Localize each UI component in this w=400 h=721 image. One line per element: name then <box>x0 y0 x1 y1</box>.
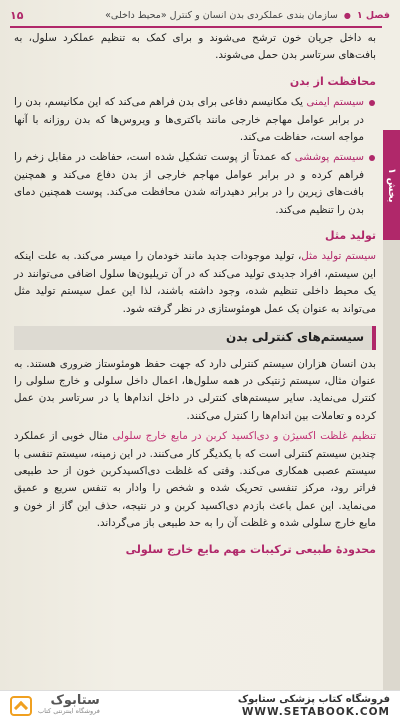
skin-bullet: سیستم پوششی که عمدتاً از پوست تشکیل شده است، حفاظت در مقابل زخم را فراهم کرده و در برابر عوامل مهاجم خارجی از بدن دفاع می‌کند و همچنین بافت‌های زیرین را در برابر دهیدراته شدن محافظت می‌کند. پوست همچنین دمای بدن را تنظیم می‌کند. <box>14 149 376 219</box>
book-logo-icon <box>10 696 32 716</box>
skin-term: سیستم پوششی <box>294 151 364 164</box>
bullet-icon: ● <box>343 10 351 20</box>
store-website-link[interactable]: WWW.SETABOOK.COM <box>241 706 390 718</box>
immune-term: سیستم ایمنی <box>306 96 364 109</box>
gas-paragraph: تنظیم غلظت اکسیژن و دی‌اکسید کربن در مایع خارج سلولی مثال خوبی از عملکرد چندین سیستم کنترلی است که با یکدیگر کار می‌کنند. در این زمینه، سیستم تنفسی با سیستم عصبی همکاری می‌کند. وقتی که غلظت دی‌اکسیدکربن خون از حد طبیعی فراتر رود، مرکز تنفسی تحریک شده و شخص را وادار به تنفس سریع و عمیق می‌نماید. این عمل باعث بازدم دی‌اکسید کربن و در نتیجه، حذف این گاز از خون و مایع خارج سلولی شده و غلظت آن را به حد طبیعی باز می‌گرداند. <box>14 430 376 530</box>
intro-paragraph: به داخل جریان خون ترشح می‌شوند و برای کمک به تنظیم عملکرد سلول، به بافت‌های سرتاسر بدن حمل می‌شوند. <box>14 32 376 62</box>
immune-bullet: سیستم ایمنی یک مکانیسم دفاعی برای بدن فراهم می‌کند که این مکانیسم، بدن را در برابر عوامل مهاجم خارجی مانند باکتری‌ها و ویروس‌ها که بدن روزانه با آنها مواجه است، حفاظت می‌کند. <box>14 94 376 146</box>
reproduction-heading: تولید مثل <box>325 229 376 243</box>
control-paragraph: بدن انسان هزاران سیستم کنترلی دارد که جهت حفظ هومئوستاز ضروری هستند. به عنوان مثال، سیستم ژنتیکی در همه سلول‌ها، اعمال داخل سلولی و خارج سلولی را کنترل می‌نماید. سایر سیستم‌های کنترلی در داخل اندام‌ها یا در سرتاسر بدن عمل کرده و تعاملات بین اندام‌ها را کنترل می‌کنند. <box>14 357 376 422</box>
header-rule <box>10 26 382 28</box>
store-info <box>238 694 390 718</box>
side-margin-strip <box>383 240 400 690</box>
store-logo[interactable] <box>10 695 100 717</box>
store-name: فروشگاه کتاب پزشکی ستابوک <box>237 694 390 705</box>
page-body <box>14 30 376 558</box>
gas-highlight: تنظیم غلظت اکسیژن و دی‌اکسید کربن در مایع خارج سلولی <box>112 430 376 443</box>
store-footer <box>0 690 400 721</box>
chapter-label: فصل ۱ <box>356 9 390 21</box>
logo-text: ستابوک فروشگاه اینترنتی کتاب <box>38 693 100 715</box>
control-systems-box: سیستم‌های کنترلی بدن <box>14 326 376 349</box>
page-header <box>10 4 390 26</box>
reproduction-term: سیستم تولید مثل <box>301 250 376 263</box>
normal-ranges-heading: محدودهٔ طبیعی ترکیبات مهم مایع خارج سلولی <box>125 542 376 556</box>
page-number: ۱۵ <box>10 8 24 22</box>
running-title: سازمان بندی عملکردی بدن انسان و کنترل «محیط داخلی» <box>105 9 338 21</box>
protection-heading: محافظت از بدن <box>289 74 376 88</box>
section-side-tab: بخش ۱ <box>383 130 400 240</box>
reproduction-paragraph: سیستم تولید مثل، تولید موجودات جدید مانند خودمان را میسر می‌کند. به علت اینکه این سیستم، افراد جدیدی تولید می‌کند که در آن تریلیون‌ها سلول اضافی می‌توانند در یک محیط داخلی تنظیم شده، وجود داشته باشند، لذا این عمل سیستم تولید مثل می‌تواند به عنوان یک عمل هومئوستازی در نظر گرفته شود. <box>14 250 376 315</box>
